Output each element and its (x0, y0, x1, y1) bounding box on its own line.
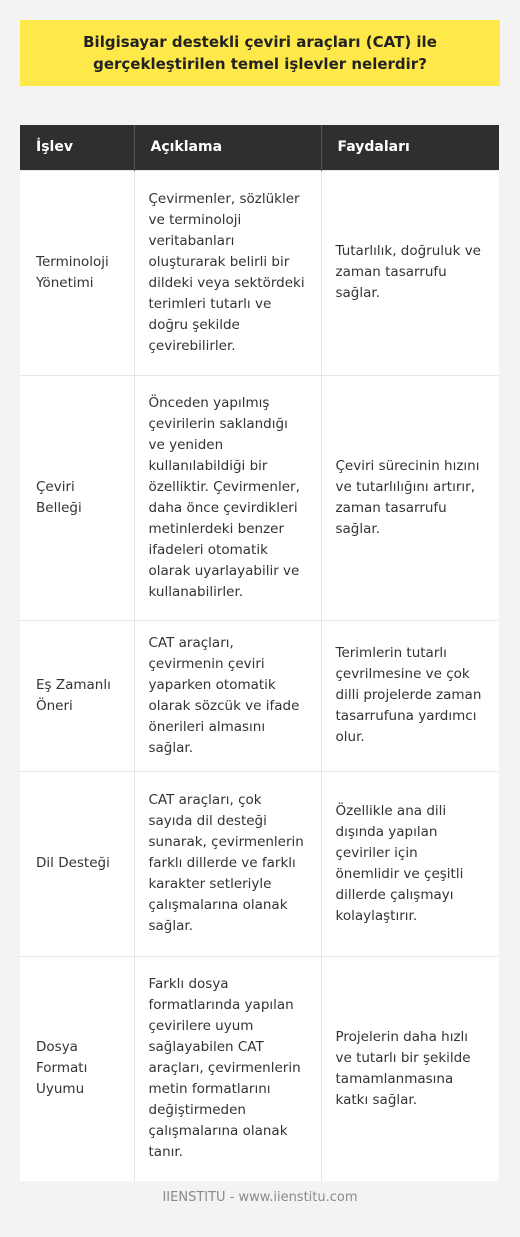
footer-credit: IIENSTITU - www.iienstitu.com (162, 1190, 358, 1205)
row-function-name: Terminoloji Yönetimi (20, 170, 134, 375)
header-benefits: Faydaları (321, 125, 499, 170)
row-description: Önceden yapılmış çevirilerin saklandığı ve yeniden kullanılabildiği bir özelliktir. Çevirmenler, daha önce çevirdikleri metinlerdeki benzer ifadeleri otomatik olarak uyarlayabilir ve kullanabilirler. (134, 375, 321, 620)
table-row (20, 620, 499, 771)
table-row (20, 170, 499, 375)
row-benefit: Çeviri sürecinin hızını ve tutarlılığını artırır, zaman tasarrufu sağlar. (321, 375, 499, 620)
table-row (20, 771, 499, 956)
title-banner (20, 20, 500, 86)
row-function-name: Eş Zamanlı Öneri (20, 620, 134, 771)
row-description: Farklı dosya formatlarında yapılan çevirilere uyum sağlayabilen CAT araçları, çevirmenlerin metin formatlarını değiştirmeden çalışmalarına olanak tanır. (134, 956, 321, 1181)
table-row (20, 375, 499, 620)
table-row (20, 956, 499, 1181)
row-description: CAT araçları, çok sayıda dil desteği sunarak, çevirmenlerin farklı dillerde ve farklı karakter setleriyle çalışmalarına olanak sağlar. (134, 771, 321, 956)
row-benefit: Tutarlılık, doğruluk ve zaman tasarrufu sağlar. (321, 170, 499, 375)
header-function: İşlev (20, 125, 134, 170)
header-description: Açıklama (134, 125, 321, 170)
row-function-name: Dil Desteği (20, 771, 134, 956)
row-benefit: Terimlerin tutarlı çevrilmesine ve çok dilli projelerde zaman tasarrufuna yardımcı olur. (321, 620, 499, 771)
row-description: CAT araçları, çevirmenin çeviri yaparken otomatik olarak sözcük ve ifade önerileri almasını sağlar. (134, 620, 321, 771)
table-header-row (20, 125, 499, 170)
row-function-name: Dosya Formatı Uyumu (20, 956, 134, 1181)
row-benefit: Özellikle ana dili dışında yapılan çeviriler için önemlidir ve çeşitli dillerde çalışmayı kolaylaştırır. (321, 771, 499, 956)
functions-table (20, 125, 499, 1181)
row-benefit: Projelerin daha hızlı ve tutarlı bir şekilde tamamlanmasına katkı sağlar. (321, 956, 499, 1181)
row-description: Çevirmenler, sözlükler ve terminoloji veritabanları oluşturarak belirli bir dildeki veya sektördeki terimleri tutarlı ve doğru şekilde çevirebilirler. (134, 170, 321, 375)
page-title: Bilgisayar destekli çeviri araçları (CAT) ile gerçekleştirilen temel işlevler nelerdir? (83, 33, 437, 73)
row-function-name: Çeviri Belleği (20, 375, 134, 620)
